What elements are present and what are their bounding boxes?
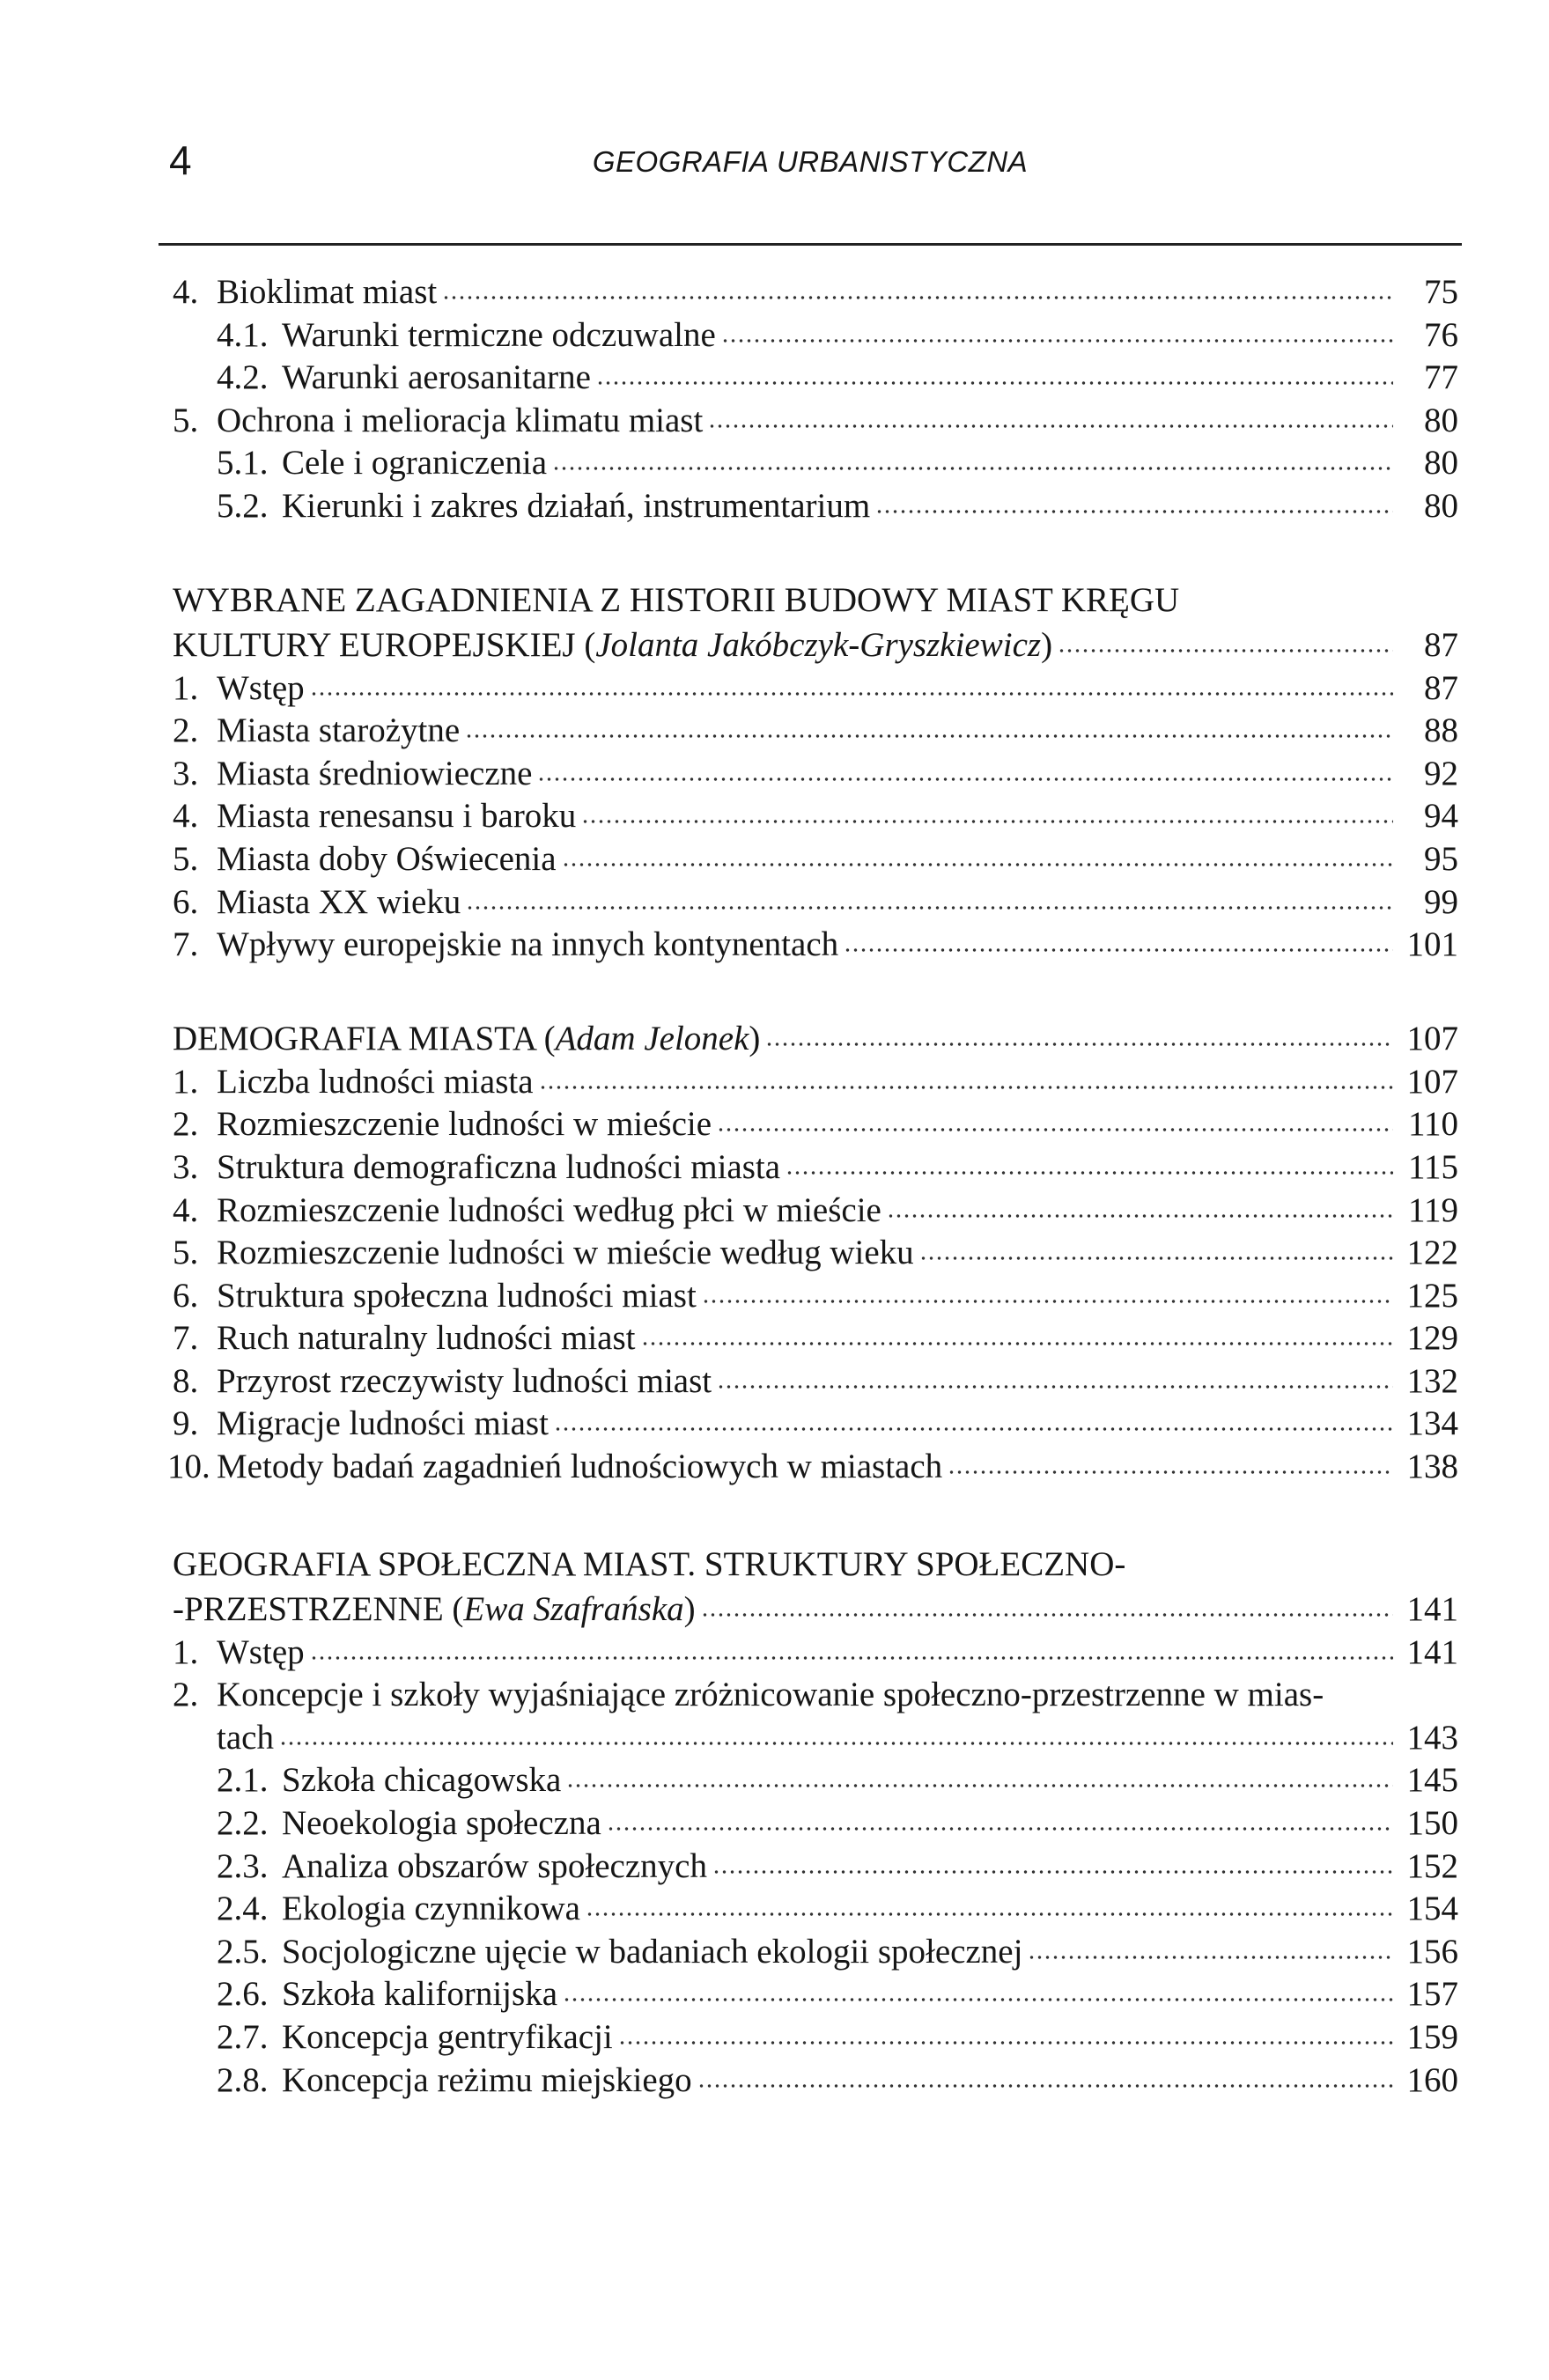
- toc-entry: [173, 795, 1458, 838]
- toc-entry-title: Koncepcja gentryfikacji: [282, 2018, 613, 2056]
- toc-entry-title: Przyrost rzeczywisty ludności miast: [217, 1361, 712, 1400]
- toc-entry-page: 143: [1406, 1718, 1458, 1757]
- toc-entry-title: Miasta średniowieczne: [217, 754, 533, 792]
- toc-entry: [173, 1061, 1458, 1104]
- toc-entry: [173, 442, 1458, 485]
- toc-entry-number: 2.5.: [217, 1932, 269, 1971]
- toc-entry-number: 7.: [173, 925, 199, 964]
- dot-leader: [708, 423, 1393, 430]
- dot-leader: [717, 1383, 1393, 1390]
- toc-entry-number: 2.6.: [217, 1975, 269, 2014]
- toc-entry: [173, 881, 1458, 925]
- toc-entry: [173, 1888, 1458, 1931]
- toc-entry: [173, 1275, 1458, 1318]
- toc-entry-title: Miasta renesansu i baroku: [217, 797, 577, 836]
- section-heading-line: [173, 1587, 1458, 1632]
- toc-entry-number: 5.2.: [217, 486, 269, 525]
- toc-entry-number: 3.: [173, 1147, 199, 1186]
- toc-entry-number: 4.: [173, 797, 199, 836]
- toc-entry-number: 7.: [173, 1319, 199, 1358]
- toc-entry-title: Ruch naturalny ludności miast: [217, 1319, 636, 1358]
- toc-entry: [173, 1674, 1458, 1717]
- section-gap: [173, 1489, 1458, 1542]
- toc-entry-title: Ochrona i melioracja klimatu miast: [217, 401, 704, 439]
- dot-leader: [844, 947, 1393, 954]
- toc-entry-page: 157: [1406, 1975, 1458, 2014]
- toc-entry-title: tach: [217, 1718, 274, 1757]
- dot-leader: [539, 1084, 1393, 1091]
- toc-entry-title: Rozmieszczenie ludności według płci w mieście: [217, 1190, 881, 1229]
- toc-entry-page: 152: [1406, 1846, 1458, 1885]
- toc-entry-number: 4.: [173, 273, 199, 311]
- toc-entry: [173, 753, 1458, 796]
- toc-entry-page: 92: [1424, 754, 1458, 792]
- toc-entry-number: 2.1.: [217, 1761, 269, 1800]
- toc-entry-number: 2.7.: [217, 2018, 269, 2056]
- toc-entry-title: Koncepcja reżimu miejskiego: [282, 2060, 692, 2099]
- toc-entry-page: 159: [1406, 2018, 1458, 2056]
- dot-leader: [948, 1469, 1393, 1476]
- section-title-text: -PRZESTRZENNE (: [173, 1589, 464, 1628]
- toc-entry-title: Szkoła chicagowska: [282, 1761, 562, 1800]
- dot-leader: [1028, 1954, 1393, 1961]
- toc-entry: [173, 357, 1458, 400]
- header-rule: [159, 243, 1462, 246]
- toc-entry-title: Socjologiczne ujęcie w badaniach ekologii społecznej: [282, 1932, 1023, 1971]
- toc-entry-number: 3.: [173, 754, 199, 792]
- toc-entry-page: 132: [1406, 1361, 1458, 1400]
- section-heading-line: [173, 1542, 1458, 1587]
- table-of-contents: [167, 271, 1458, 2102]
- toc-entry-page: 88: [1424, 711, 1458, 750]
- dot-leader: [618, 2039, 1393, 2046]
- dot-leader: [552, 465, 1393, 472]
- dot-leader: [875, 508, 1393, 515]
- toc-entry-title: Miasta starożytne: [217, 711, 461, 750]
- toc-entry: [167, 1446, 1458, 1489]
- dot-leader: [712, 1868, 1393, 1875]
- toc-entry-page: 80: [1424, 444, 1458, 483]
- dot-leader: [310, 690, 1393, 697]
- toc-entry-number: 4.2.: [217, 358, 269, 397]
- toc-entry-title: Neoekologia społeczna: [282, 1804, 601, 1843]
- toc-entry-title: Struktura demograficzna ludności miasta: [217, 1147, 781, 1186]
- section-page: 141: [1406, 1589, 1458, 1628]
- running-title: GEOGRAFIA URBANISTYCZNA: [592, 145, 1029, 178]
- dot-leader: [279, 1740, 1393, 1747]
- toc-entry-number: 2.4.: [217, 1890, 269, 1928]
- toc-entry-number: 5.: [173, 1234, 199, 1272]
- toc-entry: [173, 2059, 1458, 2103]
- toc-entry-number: 10.: [167, 1448, 210, 1486]
- toc-entry-title: Koncepcje i szkoły wyjaśniające zróżnicowanie społeczno-przestrzenne w mias-: [217, 1676, 1324, 1714]
- page-number: 4: [169, 137, 192, 183]
- toc-entry-title: Miasta XX wieku: [217, 882, 461, 921]
- toc-entry-title: Miasta doby Oświecenia: [217, 839, 557, 878]
- toc-entry-title: Struktura społeczna ludności miast: [217, 1276, 697, 1315]
- section-heading-line: [173, 578, 1458, 623]
- toc-entry: [173, 1802, 1458, 1846]
- toc-entry-number: 9.: [173, 1404, 199, 1443]
- toc-entry-number: 2.3.: [217, 1846, 269, 1885]
- toc-entry-page: 150: [1406, 1804, 1458, 1843]
- toc-entry-page: 101: [1406, 925, 1458, 964]
- dot-leader: [563, 1996, 1393, 2003]
- toc-entry: [173, 838, 1458, 881]
- section-author: Ewa Szafrańska: [463, 1589, 684, 1628]
- dot-leader: [717, 1126, 1393, 1133]
- toc-entry-page: 145: [1406, 1761, 1458, 1800]
- dot-leader: [554, 1426, 1393, 1433]
- toc-entry: [173, 1759, 1458, 1802]
- toc-entry-page: 138: [1406, 1448, 1458, 1486]
- toc-entry: [173, 1403, 1458, 1446]
- toc-entry-page: 129: [1406, 1319, 1458, 1358]
- toc-entry: [173, 1846, 1458, 1889]
- toc-entry-number: 1.: [173, 1062, 199, 1101]
- toc-entry: [173, 485, 1458, 528]
- dot-leader: [607, 1825, 1393, 1832]
- toc-entry-title: Warunki aerosanitarne: [282, 358, 591, 397]
- toc-entry-number: 5.: [173, 401, 199, 439]
- toc-entry-number: 2.2.: [217, 1804, 269, 1843]
- dot-leader: [586, 1911, 1393, 1918]
- toc-entry-page: 87: [1424, 668, 1458, 707]
- section-title-close: ): [1041, 625, 1053, 664]
- section-author: Jolanta Jakóbczyk-Gryszkiewicz: [595, 625, 1042, 664]
- toc-entry-page: 95: [1424, 839, 1458, 878]
- toc-entry-page: 110: [1407, 1105, 1458, 1144]
- dot-leader: [566, 1782, 1393, 1789]
- toc-entry-page: 80: [1424, 401, 1458, 439]
- toc-entry: [173, 1632, 1458, 1675]
- toc-entry-title: Rozmieszczenie ludności w mieście według wieku: [217, 1234, 914, 1272]
- toc-entry-page: 134: [1406, 1404, 1458, 1443]
- section-gap: [173, 528, 1458, 578]
- dot-leader: [537, 776, 1393, 783]
- toc-entry: [173, 1103, 1458, 1146]
- section-title: [173, 1587, 696, 1632]
- toc-entry-title: Wstęp: [217, 668, 305, 707]
- section-title-close: ): [683, 1589, 696, 1628]
- toc-entry-number: 6.: [173, 1276, 199, 1315]
- section-page: 107: [1406, 1019, 1458, 1057]
- toc-entry-title: Wstęp: [217, 1632, 305, 1671]
- toc-entry-page: 107: [1406, 1062, 1458, 1101]
- toc-entry-number: 5.: [173, 839, 199, 878]
- toc-entry-page: 160: [1406, 2060, 1458, 2099]
- toc-entry-title: Analiza obszarów społecznych: [282, 1846, 707, 1885]
- toc-entry-page: 115: [1407, 1147, 1458, 1186]
- toc-entry: [173, 924, 1458, 967]
- section-heading-line: [173, 1016, 1458, 1061]
- toc-entry-number: 1.: [173, 1632, 199, 1671]
- dot-leader: [1058, 647, 1393, 654]
- toc-entry-title: Wpływy europejskie na innych kontynentach: [217, 925, 839, 964]
- toc-entry-title: Szkoła kalifornijska: [282, 1975, 558, 2014]
- toc-entry-page: 76: [1424, 315, 1458, 354]
- dot-leader: [641, 1340, 1393, 1347]
- toc-entry-page: 125: [1406, 1276, 1458, 1315]
- section-title: GEOGRAFIA SPOŁECZNA MIAST. STRUKTURY SPOŁECZNO-: [173, 1544, 1126, 1583]
- toc-entry: [173, 1317, 1458, 1360]
- toc-entry-page: 94: [1424, 797, 1458, 836]
- toc-entry-title: Rozmieszczenie ludności w mieście: [217, 1105, 712, 1144]
- toc-entry-title: Bioklimat miast: [217, 273, 438, 311]
- toc-entry-title: Warunki termiczne odczuwalne: [282, 315, 716, 354]
- toc-entry: [173, 314, 1458, 357]
- toc-entry: [173, 1190, 1458, 1233]
- toc-entry: [173, 2016, 1458, 2059]
- section-title: WYBRANE ZAGADNIENIA Z HISTORII BUDOWY MIAST KRĘGU: [173, 580, 1180, 619]
- toc-entry-page: 154: [1406, 1890, 1458, 1928]
- toc-entry-title: Ekologia czynnikowa: [282, 1890, 580, 1928]
- dot-leader: [721, 337, 1393, 344]
- toc-entry-page: 75: [1424, 273, 1458, 311]
- toc-entry-page: 156: [1406, 1932, 1458, 1971]
- toc-entry-title: Cele i ograniczenia: [282, 444, 548, 483]
- toc-entry-continuation: [173, 1717, 1458, 1760]
- dot-leader: [701, 1611, 1393, 1618]
- section-heading-line: [173, 623, 1458, 667]
- toc-entry: [173, 1973, 1458, 2016]
- section-title-text: DEMOGRAFIA MIASTA (: [173, 1019, 556, 1057]
- toc-entry: [173, 400, 1458, 443]
- section-page: 87: [1424, 625, 1458, 664]
- section-author: Adam Jelonek: [555, 1019, 749, 1057]
- section-title: [173, 1016, 760, 1061]
- toc-entry-page: 119: [1407, 1190, 1458, 1229]
- toc-entry: [173, 1360, 1458, 1404]
- dot-leader: [310, 1654, 1393, 1662]
- toc-entry-title: Migracje ludności miast: [217, 1404, 549, 1443]
- section-gap: [173, 967, 1458, 1016]
- dot-leader: [442, 294, 1393, 301]
- dot-leader: [786, 1169, 1393, 1176]
- section-title-close: ): [749, 1019, 761, 1057]
- dot-leader: [465, 733, 1393, 740]
- dot-leader: [702, 1298, 1393, 1305]
- toc-entry-number: 5.1.: [217, 444, 269, 483]
- toc-entry-page: 99: [1424, 882, 1458, 921]
- toc-entry-title: Metody badań zagadnień ludnościowych w miastach: [217, 1448, 943, 1486]
- dot-leader: [596, 379, 1393, 387]
- dot-leader: [887, 1212, 1393, 1219]
- toc-entry-page: 122: [1406, 1234, 1458, 1272]
- page-header: [159, 134, 1462, 192]
- toc-entry-number: 2.8.: [217, 2060, 269, 2099]
- section-title-text: KULTURY EUROPEJSKIEJ (: [173, 625, 596, 664]
- toc-entry-number: 4.: [173, 1190, 199, 1229]
- section-title: [173, 623, 1052, 667]
- dot-leader: [765, 1041, 1393, 1048]
- toc-entry-page: 77: [1424, 358, 1458, 397]
- toc-entry: [173, 1146, 1458, 1190]
- toc-entry: [173, 1931, 1458, 1974]
- toc-entry: [173, 1232, 1458, 1275]
- toc-entry-page: 141: [1406, 1632, 1458, 1671]
- toc-entry-number: 2.: [173, 711, 199, 750]
- toc-entry-number: 2.: [173, 1105, 199, 1144]
- toc-entry-number: 1.: [173, 668, 199, 707]
- toc-entry: [173, 710, 1458, 753]
- dot-leader: [562, 861, 1393, 868]
- toc-entry-number: 4.1.: [217, 315, 269, 354]
- dot-leader: [581, 818, 1393, 825]
- toc-entry-number: 6.: [173, 882, 199, 921]
- dot-leader: [466, 904, 1393, 911]
- toc-entry-number: 2.: [173, 1676, 199, 1714]
- dot-leader: [919, 1255, 1393, 1262]
- toc-entry-page: 80: [1424, 486, 1458, 525]
- toc-entry: [173, 667, 1458, 711]
- dot-leader: [697, 2082, 1393, 2089]
- toc-entry-title: Liczba ludności miasta: [217, 1062, 534, 1101]
- toc-entry-title: Kierunki i zakres działań, instrumentarium: [282, 486, 871, 525]
- toc-entry-number: 8.: [173, 1361, 199, 1400]
- toc-entry: [173, 271, 1458, 314]
